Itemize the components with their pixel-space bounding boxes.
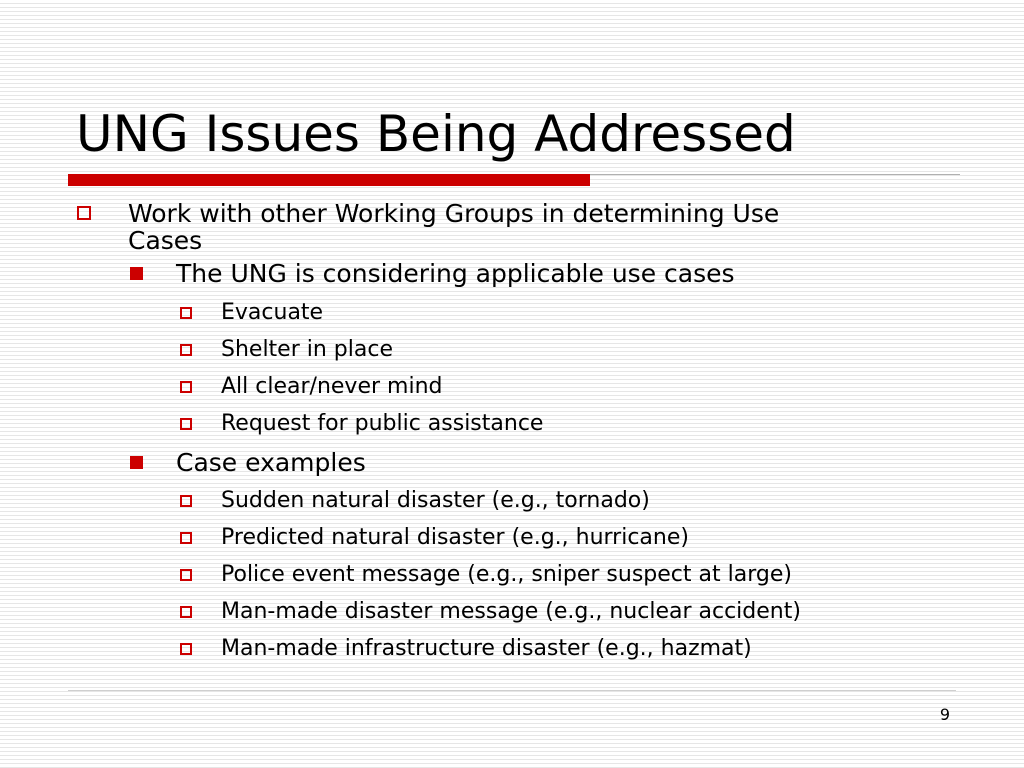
bullet-level3-item: Request for public assistance — [221, 411, 544, 436]
hollow-square-bullet-icon — [180, 418, 192, 430]
filled-square-bullet-icon — [130, 456, 143, 469]
slide-title: UNG Issues Being Addressed — [76, 105, 796, 163]
bullet-level3-item: Man-made disaster message (e.g., nuclear accident) — [221, 599, 801, 624]
footer-rule — [68, 690, 956, 691]
bullet-level3-item: Police event message (e.g., sniper suspect at large) — [221, 562, 792, 587]
bullet-level3-item: Shelter in place — [221, 337, 393, 362]
hollow-square-bullet-icon — [180, 495, 192, 507]
bullet-level3-item: Sudden natural disaster (e.g., tornado) — [221, 488, 650, 513]
bullet-level3-item: Predicted natural disaster (e.g., hurricane) — [221, 525, 689, 550]
bullet-level1-line2: Cases — [128, 226, 203, 255]
hollow-square-bullet-icon — [180, 569, 192, 581]
hollow-square-bullet-icon — [77, 206, 91, 220]
hollow-square-bullet-icon — [180, 606, 192, 618]
hollow-square-bullet-icon — [180, 344, 192, 356]
bullet-level2-use-cases: The UNG is considering applicable use cases — [176, 259, 735, 288]
bullet-level2-case-examples: Case examples — [176, 448, 366, 477]
hollow-square-bullet-icon — [180, 307, 192, 319]
filled-square-bullet-icon — [130, 267, 143, 280]
hollow-square-bullet-icon — [180, 643, 192, 655]
bullet-level3-item: Evacuate — [221, 300, 324, 325]
hollow-square-bullet-icon — [180, 381, 192, 393]
bullet-level1-line1: Work with other Working Groups in determining Use — [128, 199, 780, 228]
bullet-level3-item: Man-made infrastructure disaster (e.g., hazmat) — [221, 636, 752, 661]
hollow-square-bullet-icon — [180, 532, 192, 544]
bullet-level3-item: All clear/never mind — [221, 374, 443, 399]
page-number: 9 — [939, 705, 950, 724]
